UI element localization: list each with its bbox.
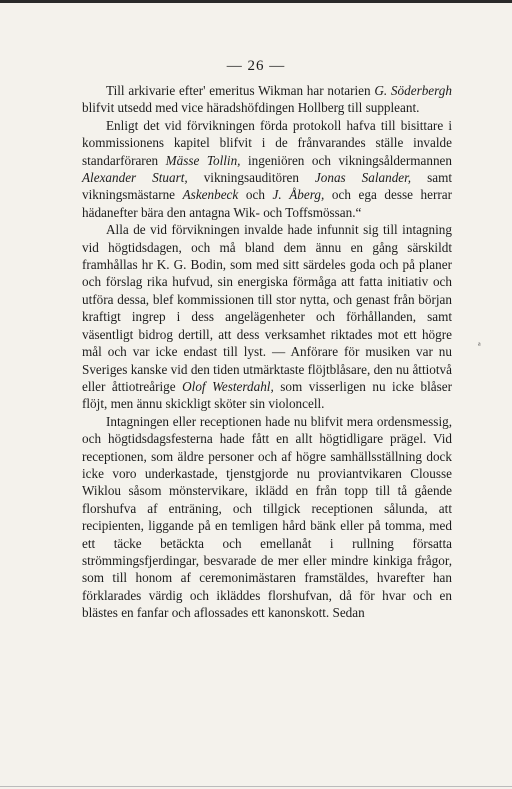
paragraph-text: vikningsauditören — [187, 170, 315, 186]
page-number: — 26 — — [226, 58, 286, 74]
italic-name: Olof Westerdahl, — [182, 378, 274, 394]
italic-name: Mässe Tollin, — [165, 152, 241, 168]
paragraph — [82, 82, 452, 117]
italic-name: Alexander Stuart, — [82, 170, 188, 186]
margin-mark: ᵃ — [478, 340, 481, 351]
paragraph — [82, 221, 452, 412]
bottom-edge-rule — [0, 786, 512, 787]
body-text — [82, 82, 452, 622]
italic-name: G. Söderbergh — [374, 83, 452, 98]
italic-name: Askenbeck — [182, 187, 239, 203]
paragraph-text: och — [238, 187, 273, 203]
paragraph-text: Alla de vid förvikningen invalde hade infunnit sig till intagning vid högtidsdagen, och må bland dem ännu en gång särskildt framhållas hr K. G. Bodin, som med sitt särdeles goda och på planer och förslag rika hufvud, sin energiska förmåga att fatta initiativ och utföra dessa, blef kommissionen till stor nytta, och genast från början kraftigt ingrep i dess angelägenheter och förhållanden, samt väsentligt bidrog dertill, att dess verksamhet riktades mot ett högre mål och var icke endast till lyst. — Anförare för musiken var nu Sveriges kanske vid den tiden utmärktaste flöjtblåsare, den nu åttiotvå eller åttiotreårige — [82, 222, 452, 394]
italic-name: J. Åberg, — [272, 187, 325, 203]
paragraph-text: och ega desse herrar hädanefter bära den antagna Wik- och Toffsmössan.“ — [82, 187, 453, 220]
paragraph-text: Enligt det vid förvikningen förda protokoll hafva till bisittare i kommissionens kapitel blifvit i de frånvarandes ställe invalde standarföraren — [82, 117, 452, 168]
top-edge-rule — [0, 0, 512, 3]
paragraph — [82, 413, 452, 622]
paragraph-text: samt vikningsmästarne — [82, 170, 452, 203]
italic-name: Jonas Salander, — [314, 170, 412, 186]
paragraph-text: Till arkivarie efter' emeritus Wikman har notarien — [106, 83, 375, 98]
paragraph-text: Intagningen eller receptionen hade nu blifvit mera ordensmessig, och högtidsdagsfesterna hade fått en allt högtidligare prägel. Vid receptionen, som äldre personer och af högre samhällsställning dock icke voro underkastade, tjenstgjorde nu proviantvikaren Clousse Wiklou såsom mönstervikare, iklädd en från topp till tå gående florshufva af enträning, och tillgick receptionen sålunda, att recipienten, liggande på en temligen hård bänk eller på tomma, med ett täcke betäckta och emellanåt i rullning försatta strömmingsfjerdingar, besvarade de mer eller mindre kinkiga frågor, som till honom af ceremonimästaren framstäldes, hvarefter han förklarades värdig och ikläddes florshufvan, då för hvar och en blästes en fanfar och aflossades ett kanonskott. Sedan — [82, 413, 452, 621]
paragraph-text: ingeniören och vikningsåldermannen — [240, 152, 452, 168]
paragraph-text: blifvit utsedd med vice häradshöfdingen Hollberg till suppleant. — [82, 100, 420, 116]
paragraph-text: som visserligen nu icke blåser flöjt, men ännu skickligt sköter sin violoncell. — [82, 378, 452, 412]
paragraph — [82, 117, 452, 221]
